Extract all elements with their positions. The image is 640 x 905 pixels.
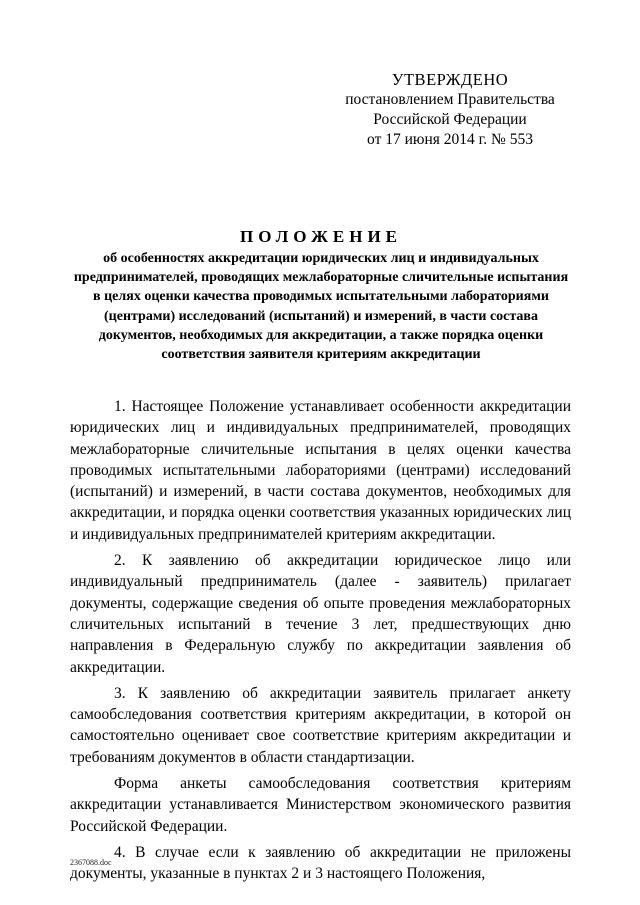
approval-stamp [340,70,560,150]
approval-line-1: постановлением Правительства [345,91,555,108]
paragraph-1: 1. Настоящее Положение устанавливает особенности аккредитации юридических лиц и индивидуальных предпринимателей, проводящих межлабораторные сличительные испытания в целях оценки качества проводимых испытательными лабораториями (центрами) исследований (испытаний) и измерений, в части состава документов, необходимых для аккредитации, и порядка оценки соответствия указанных юридических лиц и индивидуальных предпринимателей критериям аккредитации. [70,398,571,543]
approval-heading: УТВЕРЖДЕНО [391,70,509,89]
approval-line-2: Российской Федерации [373,111,527,128]
file-name-footer: 2367088.doc [70,858,112,867]
document-title: ПОЛОЖЕНИЕ [240,227,402,246]
paragraph-3: 3. К заявлению об аккредитации заявитель прилагает анкету самообследования соответствия критериям аккредитации, в которой он самостоятельно оценивает свое соответствие критериям аккредитации и требованиям документов в области стандартизации. [70,684,571,766]
paragraph-4: 4. В случае если к заявлению об аккредитации не приложены документы, указанные в пунктах 2 и 3 настоящего Положения, [70,843,571,883]
document-subtitle: об особенностях аккредитации юридических лиц и индивидуальных предпринимателей, проводящих межлабораторные сличительные испытания в целях оценки качества проводимых испытательными лабораториями (центрами) исследований (испытаний) и измерений, в части состава документов, необходимых для аккредитации, а также порядка оценки соответствия заявителя критериям аккредитации [73,251,569,363]
paragraph-3-form: Форма анкеты самообследования соответствия критериям аккредитации устанавливается Министерством экономического развития Российской Федерации. [70,775,571,835]
document-title-block [72,226,570,364]
document-body [70,396,571,890]
approval-line-3: от 17 июня 2014 г. № 553 [367,131,533,148]
paragraph-2: 2. К заявлению об аккредитации юридическое лицо или индивидуальный предприниматель (далее - заявитель) прилагает документы, содержащие сведения об опыте проведения межлабораторных сличительных испытаний в течение 3 лет, предшествующих дню направления в Федеральную службу по аккредитации заявления об аккредитации. [70,552,571,676]
